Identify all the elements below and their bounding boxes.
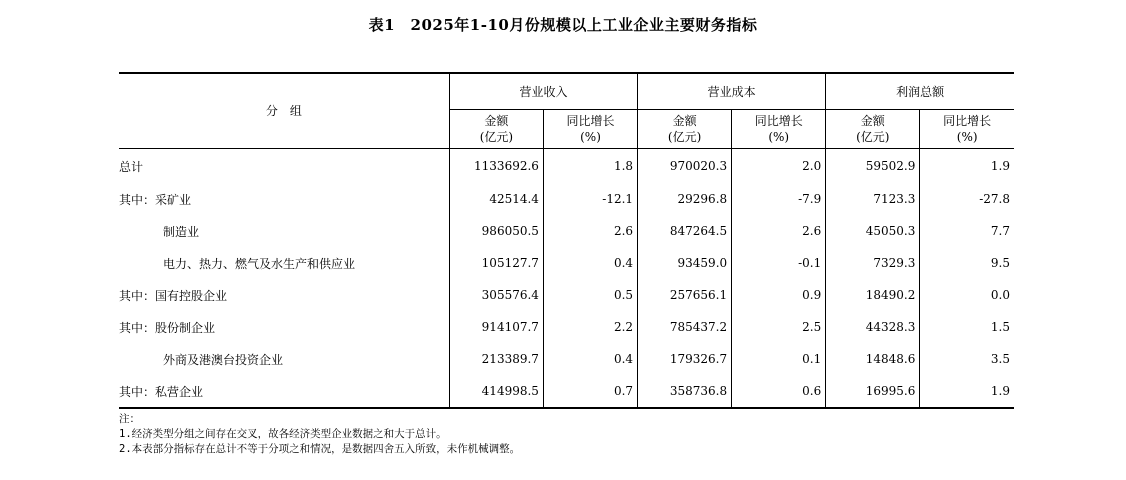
row-label: 电力、热力、燃气及水生产和供应业 <box>163 256 356 271</box>
cost-growth-cell: -0.1 <box>732 247 826 279</box>
cost-amount-header: 金额 (亿元) <box>638 110 732 149</box>
profit-growth-cell: 1.9 <box>920 149 1014 184</box>
cost-growth-cell: 2.0 <box>732 149 826 184</box>
cost-amount-cell: 358736.8 <box>638 375 732 407</box>
revenue-growth-cell: 1.8 <box>543 149 637 184</box>
profit-growth-cell: 3.5 <box>920 343 1014 375</box>
revenue-amount-header: 金额 (亿元) <box>449 110 543 149</box>
table-row <box>119 311 1014 343</box>
row-label: 其中：国有控股企业 <box>119 288 228 303</box>
note-item: 1.经济类型分组之间存在交叉，故各经济类型企业数据之和大于总计。 <box>119 428 447 440</box>
cost-amount-cell: 93459.0 <box>638 247 732 279</box>
revenue-growth-cell: 0.5 <box>543 279 637 311</box>
table-row <box>119 279 1014 311</box>
table-row <box>119 247 1014 279</box>
cost-amount-cell: 257656.1 <box>638 279 732 311</box>
cost-amount-cell: 847264.5 <box>638 215 732 247</box>
revenue-amount-cell: 914107.7 <box>449 311 543 343</box>
profit-amount-cell: 7329.3 <box>826 247 920 279</box>
revenue-growth-cell: 2.6 <box>543 215 637 247</box>
revenue-amount-cell: 105127.7 <box>449 247 543 279</box>
profit-amount-cell: 7123.3 <box>826 183 920 215</box>
revenue-header: 营业收入 <box>449 73 637 110</box>
cost-amount-cell: 29296.8 <box>638 183 732 215</box>
cost-amount-cell: 179326.7 <box>638 343 732 375</box>
row-label: 外商及港澳台投资企业 <box>163 352 284 367</box>
revenue-amount-cell: 414998.5 <box>449 375 543 407</box>
table-row <box>119 343 1014 375</box>
profit-growth-cell: -27.8 <box>920 183 1014 215</box>
table-row <box>119 215 1014 247</box>
profit-growth-cell: 7.7 <box>920 215 1014 247</box>
cost-header: 营业成本 <box>638 73 826 110</box>
cost-growth-cell: 0.1 <box>732 343 826 375</box>
row-label: 其中：私营企业 <box>119 384 204 399</box>
revenue-growth-cell: -12.1 <box>543 183 637 215</box>
revenue-growth-header: 同比增长 (%) <box>543 110 637 149</box>
cost-growth-cell: 2.6 <box>732 215 826 247</box>
row-label: 总计 <box>119 159 144 174</box>
profit-amount-cell: 44328.3 <box>826 311 920 343</box>
table-bottom-rule <box>119 407 1014 409</box>
cost-amount-cell: 970020.3 <box>638 149 732 184</box>
profit-growth-cell: 0.0 <box>920 279 1014 311</box>
profit-amount-header: 金额 (亿元) <box>826 110 920 149</box>
table-row <box>119 375 1014 407</box>
profit-header: 利润总额 <box>826 73 1014 110</box>
cost-growth-cell: -7.9 <box>732 183 826 215</box>
revenue-amount-cell: 986050.5 <box>449 215 543 247</box>
profit-amount-cell: 18490.2 <box>826 279 920 311</box>
profit-amount-cell: 16995.6 <box>826 375 920 407</box>
table-title: 表1 2025年1-10月份规模以上工业企业主要财务指标 <box>368 16 758 34</box>
revenue-growth-cell: 2.2 <box>543 311 637 343</box>
cost-growth-cell: 0.9 <box>732 279 826 311</box>
notes-heading: 注： <box>119 413 140 425</box>
profit-amount-cell: 45050.3 <box>826 215 920 247</box>
profit-growth-cell: 9.5 <box>920 247 1014 279</box>
revenue-amount-cell: 305576.4 <box>449 279 543 311</box>
table-row <box>119 183 1014 215</box>
cost-growth-cell: 2.5 <box>732 311 826 343</box>
table-notes <box>119 412 520 457</box>
revenue-amount-cell: 42514.4 <box>449 183 543 215</box>
cost-growth-cell: 0.6 <box>732 375 826 407</box>
cost-growth-header: 同比增长 (%) <box>732 110 826 149</box>
revenue-growth-cell: 0.4 <box>543 343 637 375</box>
profit-amount-cell: 59502.9 <box>826 149 920 184</box>
profit-growth-cell: 1.9 <box>920 375 1014 407</box>
cost-amount-cell: 785437.2 <box>638 311 732 343</box>
revenue-amount-cell: 213389.7 <box>449 343 543 375</box>
row-label: 其中：采矿业 <box>119 192 192 207</box>
revenue-growth-cell: 0.4 <box>543 247 637 279</box>
financial-indicators-table <box>119 73 1014 407</box>
revenue-growth-cell: 0.7 <box>543 375 637 407</box>
profit-amount-cell: 14848.6 <box>826 343 920 375</box>
row-label: 制造业 <box>163 224 200 239</box>
group-header: 分 组 <box>119 73 449 149</box>
row-label: 其中：股份制企业 <box>119 320 216 335</box>
revenue-amount-cell: 1133692.6 <box>449 149 543 184</box>
note-item: 2.本表部分指标存在总计不等于分项之和情况，是数据四舍五入所致，未作机械调整。 <box>119 443 521 455</box>
profit-growth-cell: 1.5 <box>920 311 1014 343</box>
table-row <box>119 149 1014 184</box>
profit-growth-header: 同比增长 (%) <box>920 110 1014 149</box>
